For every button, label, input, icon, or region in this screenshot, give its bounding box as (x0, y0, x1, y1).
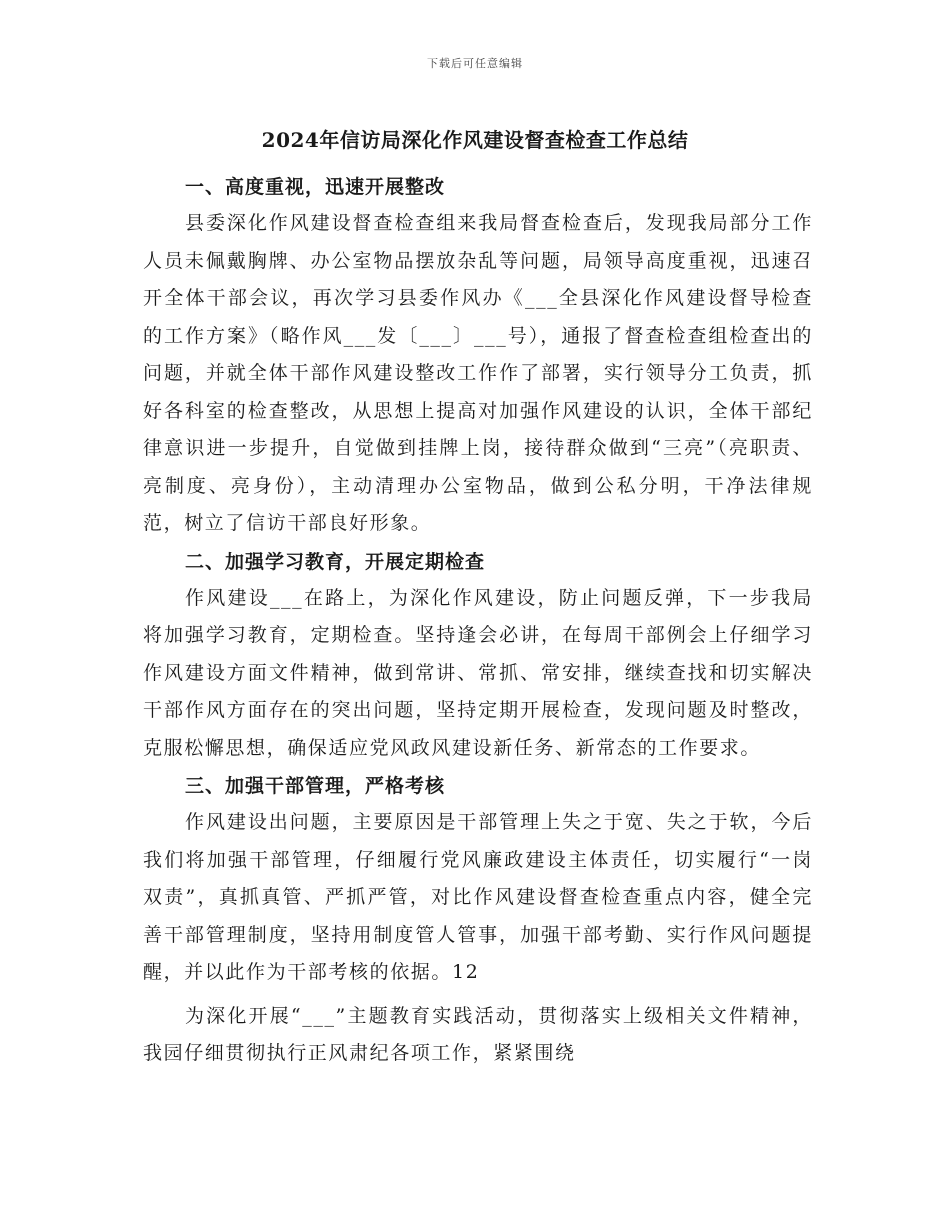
section-paragraph-2: 作风建设___在路上，为深化作风建设，防止问题反弹，下一步我局将加强学习教育，定期检查。坚持逢会必讲，在每周干部例会上仔细学习作风建设方面文件精神，做到常讲、常抓、常安排，继续查找和切实解决干部作风方面存在的突出问题，坚持定期开展检查，发现问题及时整改，克服松懈思想，确保适应党风政风建设新任务、新常态的工作要求。 (143, 586, 813, 759)
document-body (143, 170, 813, 1075)
header-note: 下载后可任意编辑 (427, 57, 523, 70)
section-heading-3: 三、加强干部管理，严格考核 (185, 775, 446, 797)
section-heading-1: 一、高度重视，迅速开展整改 (185, 176, 446, 198)
document-title: 2024年信访局深化作风建设督查检查工作总结 (261, 128, 689, 152)
section-paragraph-1: 县委深化作风建设督查检查组来我局督查检查后，发现我局部分工作人员未佩戴胸牌、办公室物品摆放杂乱等问题，局领导高度重视，迅速召开全体干部会议，再次学习县委作风办《___全县深化作风建设督导检查的工作方案》（略作风___发〔___〕___号），通报了督查检查组检查出的问题，并就全体干部作风建设整改工作作了部署，实行领导分工负责，抓好各科室的检查整改，从思想上提高对加强作风建设的认识，全体干部纪律意识进一步提升，自觉做到挂牌上岗，接待群众做到“三亮”（亮职责、亮制度、亮身份），主动清理办公室物品，做到公私分明，干净法律规范，树立了信访干部良好形象。 (143, 212, 813, 534)
closing-paragraph: 为深化开展“___”主题教育实践活动，贯彻落实上级相关文件精神，我园仔细贯彻执行正风肃纪各项工作，紧紧围绕 (143, 1004, 813, 1064)
section-heading-2: 二、加强学习教育，开展定期检查 (185, 550, 486, 573)
section-paragraph-3: 作风建设出问题，主要原因是干部管理上失之于宽、失之于软，今后我们将加强干部管理，仔细履行党风廉政建设主体责任，切实履行“一岗双责”，真抓真管、严抓严管，对比作风建设督查检查重点内容，健全完善干部管理制度，坚持用制度管人管事，加强干部考勤、实行作风问题提醒，并以此作为干部考核的依据。12 (143, 811, 813, 983)
